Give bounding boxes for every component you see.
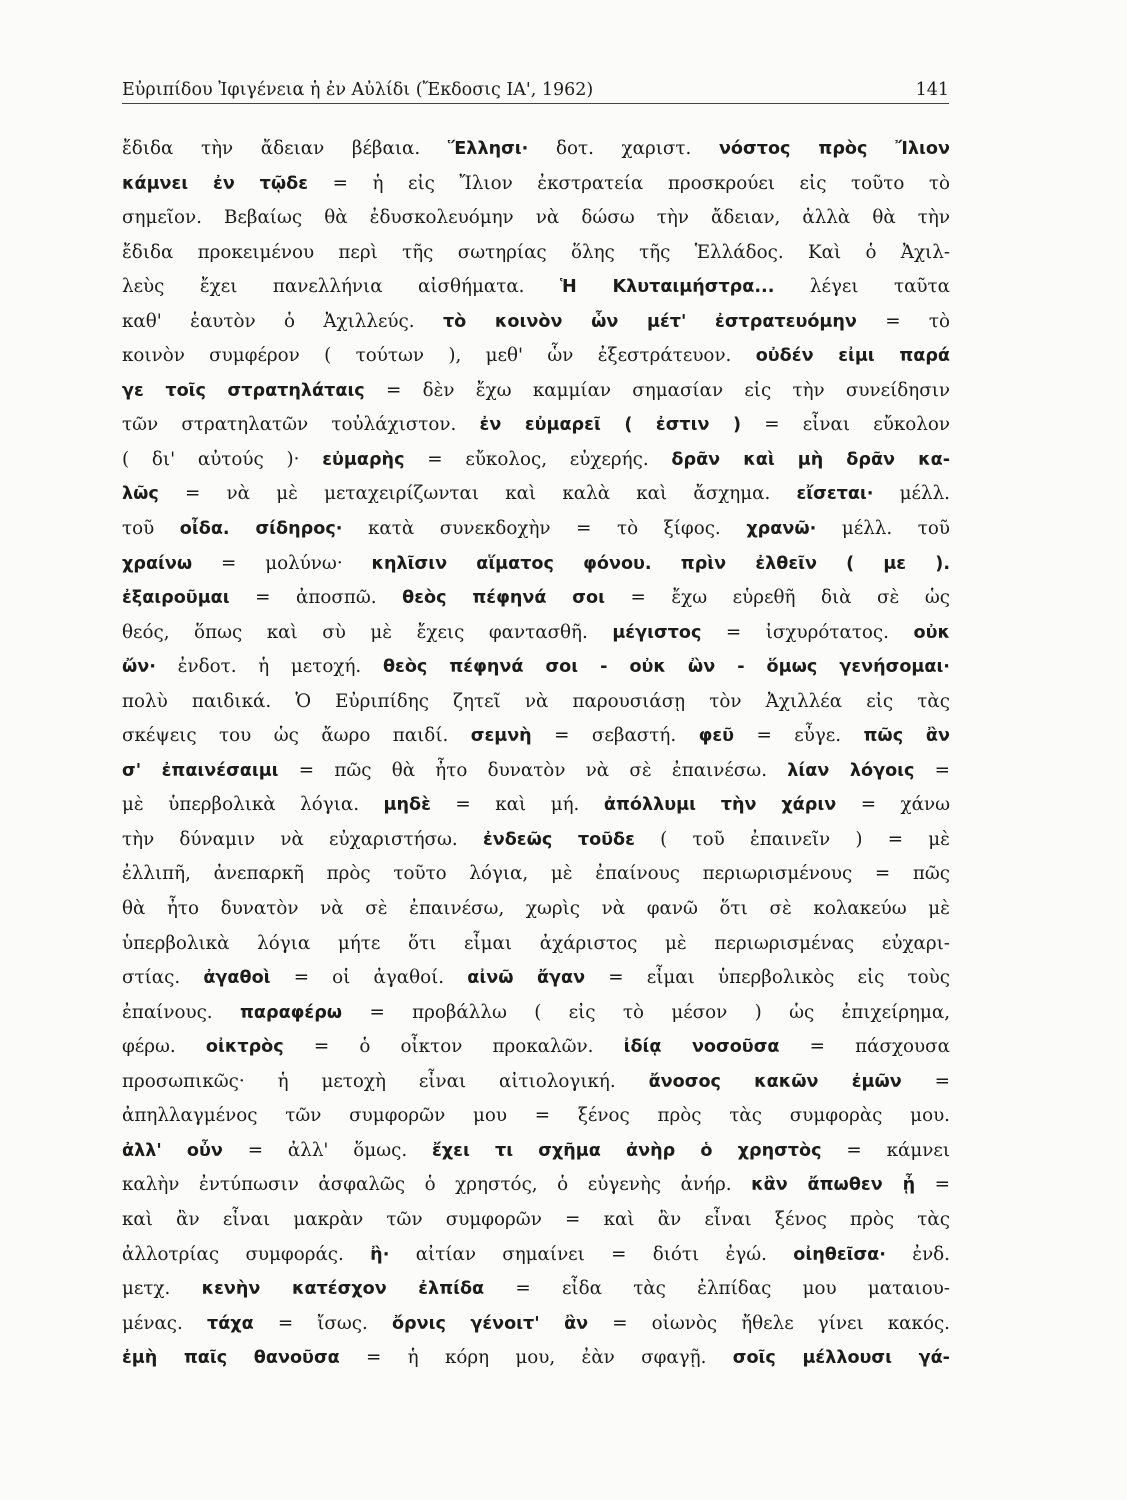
text-line [122,236,950,271]
text-run: = μολύνω· [192,552,372,574]
text-run: καθ' ἑαυτὸν ὁ Ἀχιλλεύς. [122,310,443,332]
text-run: φέρω. [122,1036,206,1058]
text-run: ἐλλιπῆ, ἀνεπαρκῆ πρὸς τοῦτο λόγια, μὲ ἐπαίνους περιωρισμένους = πῶς [122,863,950,885]
lemma-bold: οἶδα. σίδηρος· [179,519,343,540]
text-run: ἔδιδα τὴν ἄδειαν βέβαια. [122,138,448,159]
text-run: = [915,1174,950,1196]
text-run: σκέψεις του ὡς ἄωρο παιδί. [122,725,471,747]
text-run: μέλλ. [873,483,950,505]
lemma-bold: ἐξαιροῦμαι [122,588,230,609]
text-run: = προβάλλω ( εἰς τὸ μέσον ) ὡς ἐπιχείρημα, [342,1001,950,1023]
lemma-bold: μηδὲ [383,795,431,816]
text-line [122,857,950,892]
lemma-bold: φεῦ [698,726,735,747]
lemma-bold: ἀπόλλυμι τὴν χάριν [603,795,837,816]
text-line [122,132,950,167]
text-run: ( τοῦ ἐπαινεῖν ) = μὲ [634,828,950,850]
text-line [122,1168,950,1203]
text-run: = ὁ οἶκτον προκαλῶν. [283,1036,624,1058]
text-line [122,374,950,409]
text-run: σημεῖον. Βεβαίως θὰ ἐδυσκολευόμην νὰ δώσω τὴν ἄδειαν, ἀλλὰ θὰ τὴν [122,207,950,229]
text-run: ἐνδ. [885,1243,950,1265]
text-run: κοινὸν συμφέρον ( τούτων ), μεθ' ὧν ἐξεστράτευον. [122,345,756,367]
text-run: λεὺς ἔχει πανελλήνια αἰσθήματα. [122,276,560,298]
text-line [122,685,950,720]
text-line [122,616,950,651]
lemma-bold: σ' ἐπαινέσαιμι [122,760,279,781]
text-line [122,719,950,754]
lemma-bold: κἂν ἄπωθεν ᾖ [751,1175,916,1196]
text-run: = ἔχω εὑρεθῆ διὰ σὲ ὡς [604,587,950,609]
text-run: = εὔκολος, εὐχερής. [404,448,672,470]
lemma-bold: ἰδίᾳ νοσοῦσα [623,1037,780,1058]
text-run: τοῦ [122,518,180,540]
commentary-text [122,132,950,1376]
text-line [122,443,950,478]
lemma-bold: εἴσεται· [796,484,874,505]
text-run: στίας. [122,967,204,989]
lemma-bold: Ἕλλησι· [447,139,529,159]
text-line [122,1341,950,1376]
text-run: = ἀλλ' ὅμως. [222,1139,433,1161]
text-run: = εἶμαι ὑπερβολικὸς εἰς τοὺς [585,967,950,989]
text-line [122,1307,950,1342]
text-line [122,892,950,927]
lemma-bold: ἐμὴ παῖς θανοῦσα [122,1348,340,1369]
text-run: μὲ ὑπερβολικὰ λόγια. [122,794,384,816]
text-run: θὰ ἦτο δυνατὸν νὰ σὲ ἐπαινέσω, χωρὶς νὰ φανῶ ὅτι σὲ κολακεύω μὲ [122,898,950,920]
lemma-bold: ἐν εὐμαρεῖ ( ἐστιν ) [479,415,742,436]
text-run: θεός, ὅπως καὶ σὺ μὲ ἔχεις φαντασθῆ. [122,621,613,643]
text-run: καλὴν ἐντύπωσιν ἀσφαλῶς ὁ χρηστός, ὁ εὐγενὴς ἀνήρ. [122,1174,752,1196]
text-line [122,167,950,202]
lemma-bold: ἀγαθοὶ [203,968,271,989]
text-run: = δὲν ἔχω καμμίαν σημασίαν εἰς τὴν συνείδησιν [364,379,950,401]
lemma-bold: ἔχει τι σχῆμα ἀνὴρ ὁ χρηστὸς [432,1140,822,1161]
text-run: = νὰ μὲ μεταχειρίζωνται καὶ καλὰ καὶ ἄσχημα. [158,483,797,505]
text-run: = ἡ κόρη μου, ἐὰν σφαγῇ. [339,1347,733,1369]
lemma-bold: κενὴν κατέσχον ἐλπίδα [201,1279,485,1300]
text-run: ἐνδοτ. ἡ μετοχή. [155,656,383,678]
text-run: = πάσχουσα [779,1036,950,1058]
header-title: Εὐριπίδου Ἰφιγένεια ἡ ἐν Αὐλίδι (Ἔκδοσις ΙΑ', 1962) [122,80,594,100]
lemma-bold: ἄνοσος κακῶν ἐμῶν [648,1071,902,1092]
text-line [122,1203,950,1238]
lemma-bold: Ἡ Κλυταιμήστρα... [559,277,775,298]
text-run: τὴν δύναμιν νὰ εὐχαριστήσω. [122,828,483,850]
text-line [122,927,950,962]
lemma-bold: λῶς [122,484,159,505]
text-run: ἐπαίνους. [122,1001,240,1023]
lemma-bold: τὸ κοινὸν ὧν μέτ' ἐστρατευόμην [442,311,857,332]
text-run: ἀλλοτρίας συμφοράς. [122,1243,371,1265]
text-run: = ἰσχυρότατος. [701,621,914,643]
text-run: ἔδιδα προκειμένου περὶ τῆς σωτηρίας ὅλης τῆς Ἑλλάδος. Καὶ ὁ Ἀχιλ- [122,241,950,263]
lemma-bold: αἰνῶ ἄγαν [467,968,586,989]
lemma-bold: κηλῖσιν αἵματος φόνου. πρὶν ἐλθεῖν ( με ). [371,553,950,574]
text-run: ἀπηλλαγμένος τῶν συμφορῶν μου = ξένος πρὸς τὰς συμφορὰς μου. [122,1105,950,1127]
text-run: = ἀποσπῶ. [229,587,403,609]
text-run: προσωπικῶς· ἡ μετοχὴ εἶναι αἰτιολογική. [122,1070,649,1092]
text-line [122,408,950,443]
lemma-bold: ἀλλ' οὖν [122,1140,223,1161]
lemma-bold: ὤν· [122,657,156,678]
text-line [122,305,950,340]
text-line [122,512,950,547]
text-run: = χάνω [836,794,950,816]
lemma-bold: οἰηθεῖσα· [793,1244,886,1265]
text-run: = πῶς θὰ ἦτο δυνατὸν νὰ σὲ ἐπαινέσω. [278,759,788,781]
text-run: = εὖγε. [734,725,864,747]
text-run: ( δι' αὐτούς )· [122,448,323,470]
text-run: ὑπερβολικὰ λόγια μήτε ὅτι εἶμαι ἀχάριστος μὲ περιωρισμένας εὐχαρι- [122,932,950,954]
text-line [122,1134,950,1169]
text-line [122,823,950,858]
lemma-bold: ἢ· [370,1244,390,1265]
lemma-bold: εὐμαρὴς [322,449,405,470]
text-line [122,961,950,996]
lemma-bold: γε τοῖς στρατηλάταις [122,380,365,401]
text-run: = εἶναι εὔκολον [741,414,950,436]
text-line [122,339,950,374]
lemma-bold: σοῖς μέλλουσι γά- [732,1348,950,1369]
text-run: δοτ. χαριστ. [528,138,719,159]
text-line [122,547,950,582]
text-run: = κάμνει [821,1139,950,1161]
text-run: αἰτίαν σημαίνει = διότι ἐγώ. [389,1243,794,1265]
text-line [122,1238,950,1273]
lemma-bold: χραίνω [122,553,193,574]
lemma-bold: τάχα [206,1313,254,1334]
lemma-bold: ὄρνις γένοιτ' ἂν [391,1313,589,1334]
lemma-bold: παραφέρω [239,1002,343,1023]
lemma-bold: κάμνει ἐν τῷδε [122,173,309,194]
lemma-bold: ἐνδεῶς τοῦδε [482,829,635,850]
text-run: = [901,1070,950,1092]
lemma-bold: δρᾶν καὶ μὴ δρᾶν κα- [671,449,950,470]
lemma-bold: πῶς ἂν [863,726,950,747]
text-run: λέγει ταῦτα [774,276,950,298]
lemma-bold: μέγιστος [612,622,702,643]
text-run: μένας. [122,1312,207,1334]
text-run: καὶ ἂν εἶναι μακρὰν τῶν συμφορῶν = καὶ ἂν εἶναι ξένος πρὸς τὰς [122,1208,950,1230]
lemma-bold: νόστος πρὸς Ἴλιον [718,139,950,159]
text-line [122,788,950,823]
text-line [122,477,950,512]
text-run: = οἱ ἀγαθοί. [270,967,468,989]
text-line [122,581,950,616]
text-line [122,1065,950,1100]
lemma-bold: χρανῶ· [746,519,817,540]
text-run: κατὰ συνεκδοχὴν = τὸ ξίφος. [342,518,747,540]
text-run: = σεβαστή. [531,725,699,747]
text-run: πολὺ παιδικά. Ὁ Εὐριπίδης ζητεῖ νὰ παρουσιάσῃ τὸν Ἀχιλλέα εἰς τὰς [122,690,950,712]
text-line [122,270,950,305]
lemma-bold: οἰκτρὸς [205,1037,284,1058]
text-run: = εἶδα τὰς ἐλπίδας μου ματαιου- [484,1278,950,1300]
text-line [122,754,950,789]
text-line [122,201,950,236]
text-line [122,1099,950,1134]
lemma-bold: λίαν λόγοις [787,760,915,781]
text-run: = οἰωνὸς ἤθελε γίνει κακός. [588,1312,950,1334]
lemma-bold: οὐκ [913,622,950,643]
running-header [122,70,949,104]
text-run: μετχ. [122,1278,202,1300]
lemma-bold: θεὸς πέφηνά σοι - οὐκ ὢν - ὅμως γενήσομαι· [382,657,950,678]
text-line [122,996,950,1031]
page-number: 141 [915,80,949,100]
text-line [122,1030,950,1065]
text-run: = [914,759,950,781]
text-line [122,650,950,685]
lemma-bold: θεὸς πέφηνά σοι [402,588,605,609]
text-run: = τὸ [856,310,950,332]
text-run: μέλλ. τοῦ [816,518,950,540]
lemma-bold: σεμνὴ [470,726,532,747]
text-run: = ἡ εἰς Ἴλιον ἐκστρατεία προσκρούει εἰς τοῦτο τὸ [308,172,950,194]
text-run: = ἴσως. [253,1312,392,1334]
text-run: τῶν στρατηλατῶν τοὐλάχιστον. [122,414,480,436]
text-line [122,1272,950,1307]
lemma-bold: οὐδέν εἰμι παρά [755,346,950,367]
text-run: = καὶ μή. [430,794,604,816]
